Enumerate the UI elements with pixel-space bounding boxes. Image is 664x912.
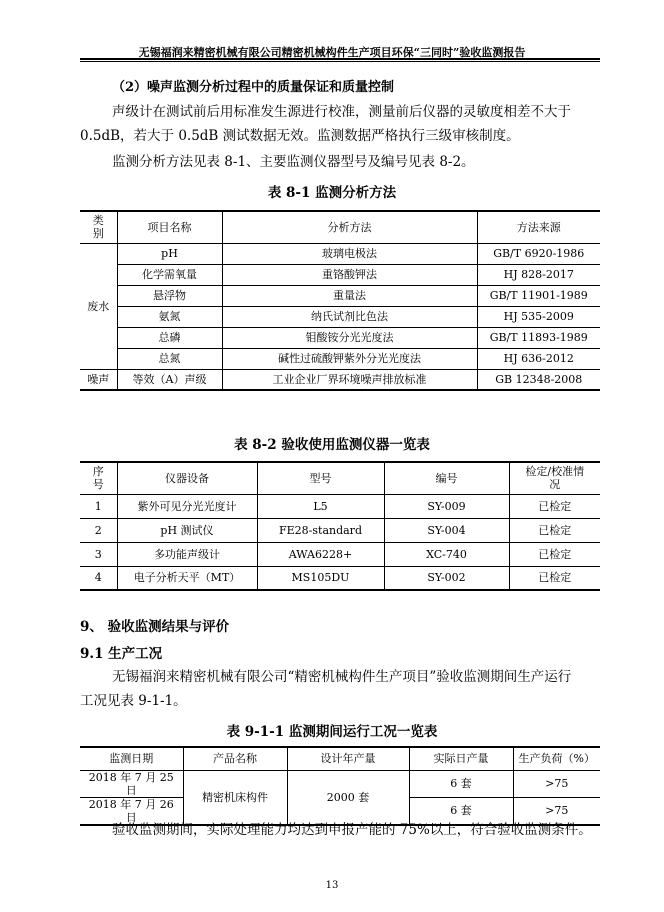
cell-model: AWA6228+ <box>257 542 384 566</box>
cell-no: 4 <box>80 566 117 590</box>
noise-qc-heading: （2）噪声监测分析过程中的质量保证和质量控制 <box>112 80 395 95</box>
table-8-1-header-row <box>80 211 600 243</box>
header-category: 类 别 <box>80 211 117 243</box>
cell-source: GB/T 11901-1989 <box>477 285 600 306</box>
table-8-2-instruments <box>80 461 600 591</box>
cell-no: 1 <box>80 494 117 518</box>
table-8-1-caption: 表 8-1 监测分析方法 <box>267 185 397 201</box>
operation-paragraph-line2: 工况见表 9-1-1。 <box>80 693 187 709</box>
cell-source: GB 12348-2008 <box>477 369 600 390</box>
table-row <box>80 566 600 590</box>
cell-no: 3 <box>80 542 117 566</box>
cell-item: pH <box>117 243 222 264</box>
cell-status: 已检定 <box>509 566 600 590</box>
cell-item: 悬浮物 <box>117 285 222 306</box>
cell-product: 精密机床构件 <box>183 770 287 825</box>
cell-serial: XC-740 <box>384 542 509 566</box>
cell-method: 钼酸铵分光光度法 <box>222 327 477 348</box>
table-row <box>80 518 600 542</box>
table-row <box>80 285 600 306</box>
section-9-heading: 9、 验收监测结果与评价 <box>80 619 230 635</box>
header-method: 分析方法 <box>222 211 477 243</box>
table-9-1-1-caption: 表 9-1-1 监测期间运行工况一览表 <box>226 724 438 740</box>
cell-source: HJ 535-2009 <box>477 306 600 327</box>
table-8-1-analysis-methods <box>80 210 600 391</box>
noise-qc-paragraph-line2: 0.5dB，若大于 0.5dB 测试数据无效。监测数据严格执行三级审核制度。 <box>80 128 520 144</box>
cell-status: 已检定 <box>509 542 600 566</box>
cell-device: 电子分析天平（MT） <box>117 566 257 590</box>
cell-source: GB/T 6920-1986 <box>477 243 600 264</box>
noise-qc-paragraph-line1: 声级计在测试前后用标准发生源进行校准，测量前后仪器的灵敏度相差不大于 <box>112 104 571 120</box>
header-source: 方法来源 <box>477 211 600 243</box>
cell-method: 工业企业厂界环境噪声排放标准 <box>222 369 477 390</box>
header-design-output: 设计年产量 <box>287 747 409 770</box>
cell-serial: SY-004 <box>384 518 509 542</box>
table-row <box>80 243 600 264</box>
cell-design-output: 2000 套 <box>287 770 409 825</box>
cell-source: GB/T 11893-1989 <box>477 327 600 348</box>
methods-reference-paragraph: 监测分析方法见表 8-1、主要监测仪器型号及编号见表 8-2。 <box>112 154 475 170</box>
table-row <box>80 306 600 327</box>
cell-date: 2018 年 7 月 25 日 <box>80 770 183 797</box>
table-row <box>80 770 600 797</box>
page-header: 无锡福润来精密机械有限公司精密机械构件生产项目环保“三同时”验收监测报告 <box>138 46 526 59</box>
cell-model: L5 <box>257 494 384 518</box>
cell-item: 化学需氧量 <box>117 264 222 285</box>
cell-item: 氨氮 <box>117 306 222 327</box>
cell-load: >75 <box>513 797 600 825</box>
header-rule-thin <box>80 61 600 62</box>
page-number: 13 <box>325 880 339 891</box>
category-noise: 噪声 <box>80 369 117 390</box>
header-no: 序 号 <box>80 462 117 494</box>
conclusion-paragraph: 验收监测期间，实际处理能力均达到申报产能的 75%以上，符合验收监测条件。 <box>112 822 592 838</box>
table-row <box>80 327 600 348</box>
header-actual-output: 实际日产量 <box>409 747 513 770</box>
cell-device: 紫外可见分光光度计 <box>117 494 257 518</box>
cell-method: 玻璃电极法 <box>222 243 477 264</box>
cell-status: 已检定 <box>509 518 600 542</box>
cell-model: MS105DU <box>257 566 384 590</box>
cell-source: HJ 636-2012 <box>477 348 600 369</box>
header-model: 型号 <box>257 462 384 494</box>
table-9-1-1-header-row <box>80 747 600 770</box>
cell-item: 等效（A）声级 <box>117 369 222 390</box>
header-product: 产品名称 <box>183 747 287 770</box>
cell-serial: SY-009 <box>384 494 509 518</box>
category-wastewater: 废水 <box>80 243 117 369</box>
table-row <box>80 264 600 285</box>
section-9-1-heading: 9.1 生产工况 <box>80 646 163 662</box>
cell-device: pH 测试仪 <box>117 518 257 542</box>
cell-load: >75 <box>513 770 600 797</box>
header-serial: 编号 <box>384 462 509 494</box>
header-item: 项目名称 <box>117 211 222 243</box>
cell-method: 重量法 <box>222 285 477 306</box>
table-row <box>80 369 600 390</box>
header-date: 监测日期 <box>80 747 183 770</box>
cell-model: FE28-standard <box>257 518 384 542</box>
table-row <box>80 348 600 369</box>
cell-item: 总磷 <box>117 327 222 348</box>
cell-item: 总氮 <box>117 348 222 369</box>
cell-device: 多功能声级计 <box>117 542 257 566</box>
table-row <box>80 542 600 566</box>
header-calibration: 检定/校准情 况 <box>509 462 600 494</box>
cell-serial: SY-002 <box>384 566 509 590</box>
cell-date: 2018 年 7 月 26 日 <box>80 797 183 825</box>
cell-actual-output: 6 套 <box>409 770 513 797</box>
cell-method: 重铬酸钾法 <box>222 264 477 285</box>
cell-source: HJ 828-2017 <box>477 264 600 285</box>
cell-actual-output: 6 套 <box>409 797 513 825</box>
header-rule-thick <box>80 58 600 60</box>
header-load: 生产负荷（%） <box>513 747 600 770</box>
operation-paragraph-line1: 无锡福润来精密机械有限公司“精密机械构件生产项目”验收监测期间生产运行 <box>112 669 572 685</box>
cell-method: 碱性过硫酸钾紫外分光光度法 <box>222 348 477 369</box>
table-8-2-header-row <box>80 462 600 494</box>
header-device: 仪器设备 <box>117 462 257 494</box>
table-9-1-1-operating-conditions <box>80 746 600 826</box>
cell-status: 已检定 <box>509 494 600 518</box>
table-row <box>80 494 600 518</box>
cell-no: 2 <box>80 518 117 542</box>
table-8-2-caption: 表 8-2 验收使用监测仪器一览表 <box>234 437 430 453</box>
cell-method: 纳氏试剂比色法 <box>222 306 477 327</box>
